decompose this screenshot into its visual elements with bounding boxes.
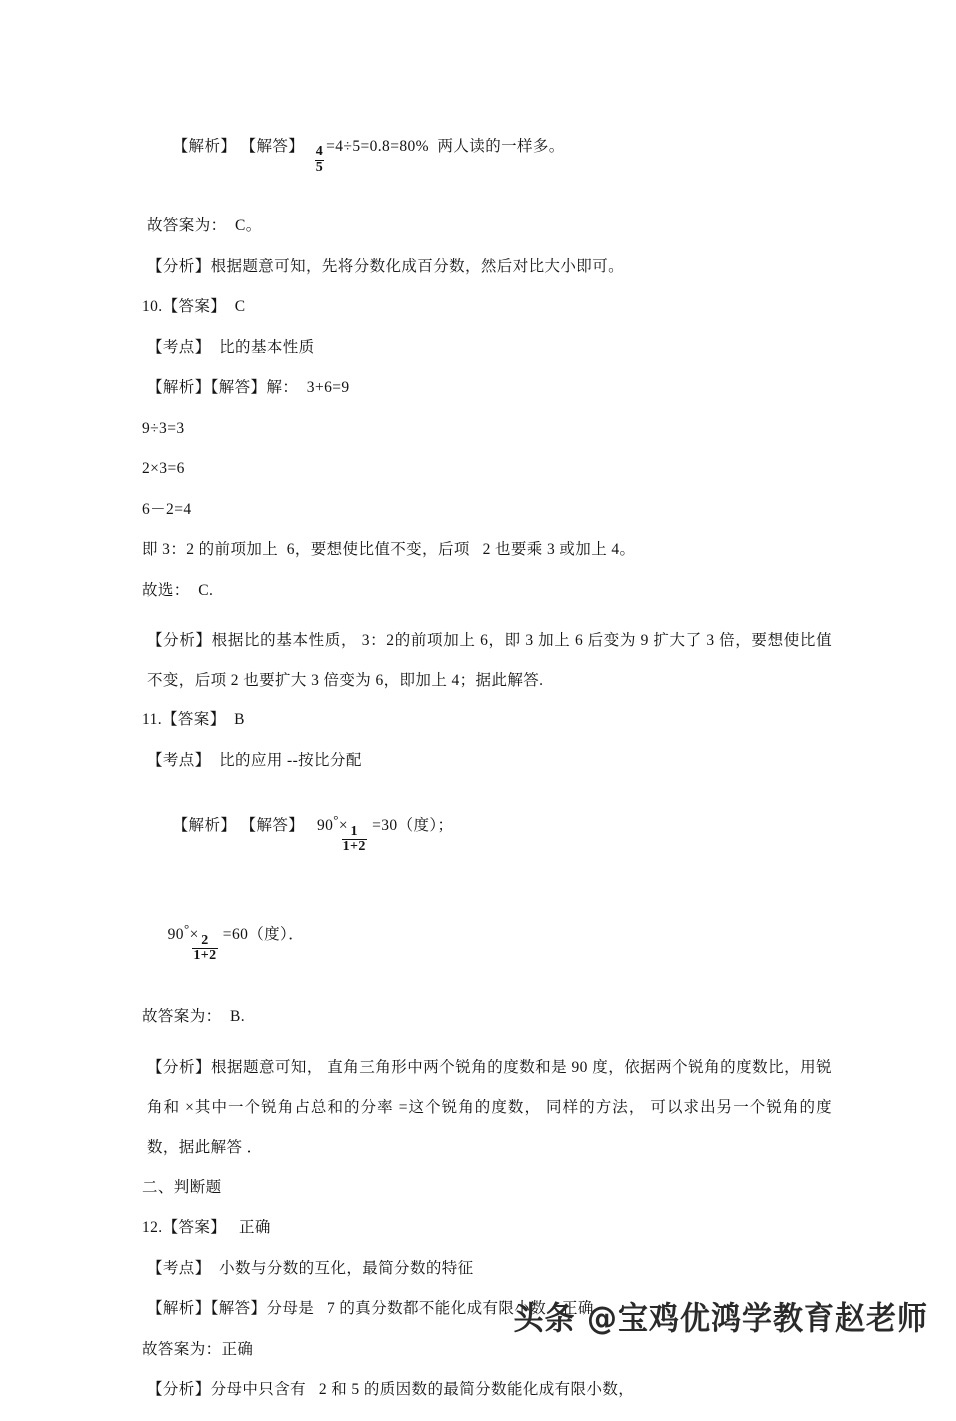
q9-equation-text: =4÷5=0.8=80% 两人读的一样多。 [326,138,565,155]
page-footer [0,1288,956,1348]
formula2-result: =60（度）． [222,926,305,944]
fraction-numerator: 4 [315,144,324,160]
q12-fenxi-line: 【分析】分母中只含有 2 和 5 的质因数的最简分数能化成有限小数， [147,1381,635,1399]
q9-answer-line: 故答案为： C。 [147,217,262,235]
multiplication-symbol: × [338,817,348,835]
jieda-tag: 【解答】 [240,817,305,835]
q9-explanation-line [142,118,832,195]
q11-number: 11. [142,711,162,729]
formula2-lead: 90 [167,926,184,944]
spacer [226,1219,239,1236]
spacer [226,298,235,315]
degree-symbol: ° [183,921,190,937]
jiexi-tag: 【解析】 [172,138,237,155]
formula1-lead: 90 [316,817,334,835]
spacer [304,138,313,155]
q11-formula-line-1 [142,791,832,874]
spacer [304,817,317,834]
q9-analysis-line: 【分析】根据题意可知，先将分数化成百分数，然后对比大小即可。 [147,257,625,275]
fraction-numerator: 1 [350,823,358,839]
q11-answer-tag: 【答案】 [162,711,226,729]
q12-answer-line [142,1218,832,1237]
fraction-denominator: 1+2 [342,839,366,855]
q10-calc-line-2: 2×3=6 [142,460,185,478]
q10-calc-line-1: 9÷3=3 [142,419,185,437]
q10-answer-tag: 【答案】 [162,298,227,316]
q10-answer-line [142,297,832,316]
q11-kaodian-line: 【考点】 比的应用 --按比分配 [147,751,362,769]
multiplication-symbol: × [189,926,199,944]
q12-answer-value: 正确 [239,1219,271,1237]
fraction-numerator: 2 [201,932,209,948]
formula1-result: =30（度）； [372,817,454,835]
fraction-four-fifths [314,145,325,175]
q10-conclusion-line: 即 3：2 的前项加上 6，要想使比值不变，后项 2 也要乘 3 或加上 4。 [142,541,636,559]
section-heading-2: 二、判断题 [142,1178,222,1196]
q10-answer-value: C [234,298,246,316]
jiexi-tag: 【解析】 [172,817,237,835]
degree-symbol: ° [333,812,339,828]
q12-answer-tag: 【答案】 [162,1219,227,1237]
q10-kaodian-line: 【考点】 比的基本性质 [147,338,315,356]
jieda-tag: 【解答】 [240,138,305,155]
q11-answer-value: B [234,711,245,729]
q10-jiexi-line: 【解析】【解答】解： 3+6=9 [147,379,350,397]
q11-fenxi-paragraph: 【分析】根据题意可知， 直角三角形中两个锐角的度数和是 90 度，依据两个锐角的度数比，用锐角和 ×其中一个锐角占总和的分率 =这个锐角的度数， 同样的方法， 可以求出另一个锐角的度数，据此解答 ． [147,1058,832,1156]
q10-fenxi-paragraph: 【分析】根据比的基本性质， 3：2的前项加上 6，即 3 加上 6 后变为 9 扩大了 3 倍，要想使比值不变，后项 2 也要扩大 3 倍变为 6，即加上 4；据此解答. [147,632,832,690]
q11-answer-is-line: 故答案为： B. [142,1008,246,1026]
q10-calc-line-3: 6－2=4 [142,500,192,518]
fraction-denominator: 5 [315,159,324,175]
q11-answer-line [142,710,832,729]
q12-number: 12. [142,1219,163,1237]
spacer [226,711,235,728]
q10-choose-line: 故选： C. [142,581,214,599]
q12-kaodian-line: 【考点】 小数与分数的互化，最简分数的特征 [147,1259,474,1277]
q12-answer-is-line: 故答案为：正确 [142,1340,254,1358]
fraction-denominator: 1+2 [193,947,217,963]
watermark-attribution: 头条 @宝鸡优鸿学教育赵老师 [513,1300,928,1338]
q12-jiexi-line: 【解析】【解答】分母是 7 的真分数都不能化成有限小数．正确 [147,1300,594,1318]
q10-number: 10. [142,298,163,316]
document-body [142,118,832,1421]
q11-formula-line-2 [142,900,832,983]
